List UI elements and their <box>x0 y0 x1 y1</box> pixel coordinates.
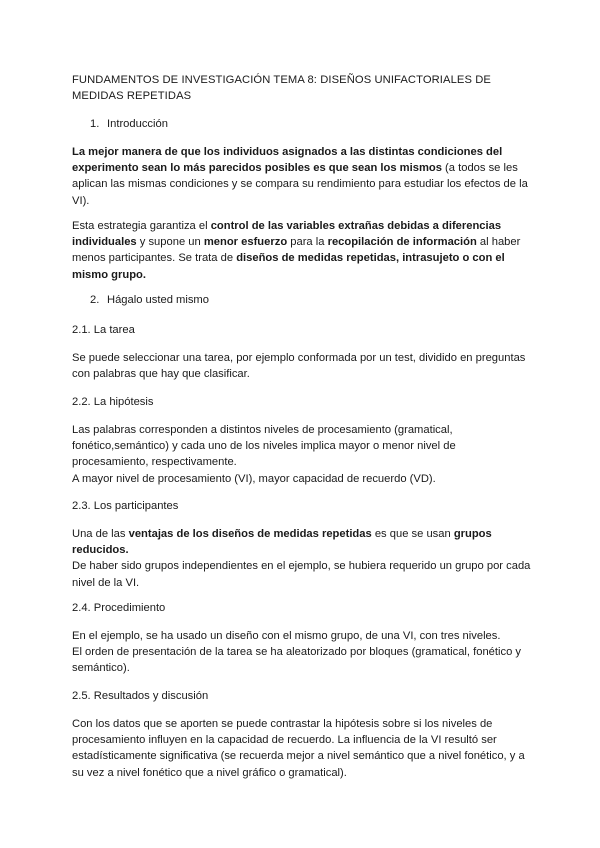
paragraph-resultados: Con los datos que se aporten se puede contrastar la hipótesis sobre si los niveles de procesamiento influyen en la capacidad de recuerdo. La influencia de la VI resultó ser estadísticamente significativa (se recuerda mejor a nivel semántico que a nivel fonético, y a su vez a nivel fonético que a nivel gráfico o gramatical). <box>72 718 525 779</box>
subheading-resultados: 2.5. Resultados y discusión <box>72 690 209 702</box>
subheading-tarea: 2.1. La tarea <box>72 324 135 336</box>
heading-label: Introducción <box>107 118 168 130</box>
paragraph-procedimiento: En el ejemplo, se ha usado un diseño con el mismo grupo, de una VI, con tres niveles. El orden de presentación de la tarea se ha aleatorizado por bloques (gramatical, fonético y semántico). <box>72 630 522 675</box>
paragraph-tarea: Se puede seleccionar una tarea, por ejemplo conformada por un test, dividido en preguntas con palabras que hay que clasificar. <box>72 352 526 381</box>
paragraph-estrategia: Esta estrategia garantiza el control de las variables extrañas debidas a diferencias individuales y supone un menor esfuerzo para la recopilación de información al haber menos participantes. Se trata de diseños de medidas repetidas, intrasujeto o con el mismo grupo. <box>72 220 521 281</box>
subheading-procedimiento: 2.4. Procedimiento <box>72 602 166 614</box>
heading-number: 1. <box>90 118 100 130</box>
paragraph-hipotesis: Las palabras corresponden a distintos niveles de procesamiento (gramatical, fonético,semántico) y cada uno de los niveles implica mayor o menor nivel de procesamiento, respectivamente. A mayor nivel de procesamiento (VI), mayor capacidad de recuerdo (VD). <box>72 424 456 485</box>
bold-text: La mejor manera de que los individuos asignados a las distintas condiciones del experimento sean lo más parecidos posibles es que sean los mismos <box>72 146 503 175</box>
document-title: FUNDAMENTOS DE INVESTIGACIÓN TEMA 8: DISEÑOS UNIFACTORIALES DE MEDIDAS REPETIDAS <box>72 74 491 103</box>
paragraph-participantes: Una de las ventajas de los diseños de medidas repetidas es que se usan grupos reducidos. De haber sido grupos independientes en el ejemplo, se hubiera requerido un grupo por cada nivel de la VI. <box>72 528 531 589</box>
paragraph-intro: La mejor manera de que los individuos asignados a las distintas condiciones del experimento sean lo más parecidos posibles es que sean los mismos (a todos se les aplican las mismas condiciones y se compara su rendimiento para estudiar los efectos de la VI). <box>72 146 528 207</box>
subheading-participantes: 2.3. Los participantes <box>72 500 179 512</box>
heading-introduccion <box>90 116 550 132</box>
subheading-hipotesis: 2.2. La hipótesis <box>72 396 154 408</box>
heading-hagalo <box>90 292 550 308</box>
heading-label: Hágalo usted mismo <box>107 294 209 306</box>
heading-number: 2. <box>90 294 100 306</box>
